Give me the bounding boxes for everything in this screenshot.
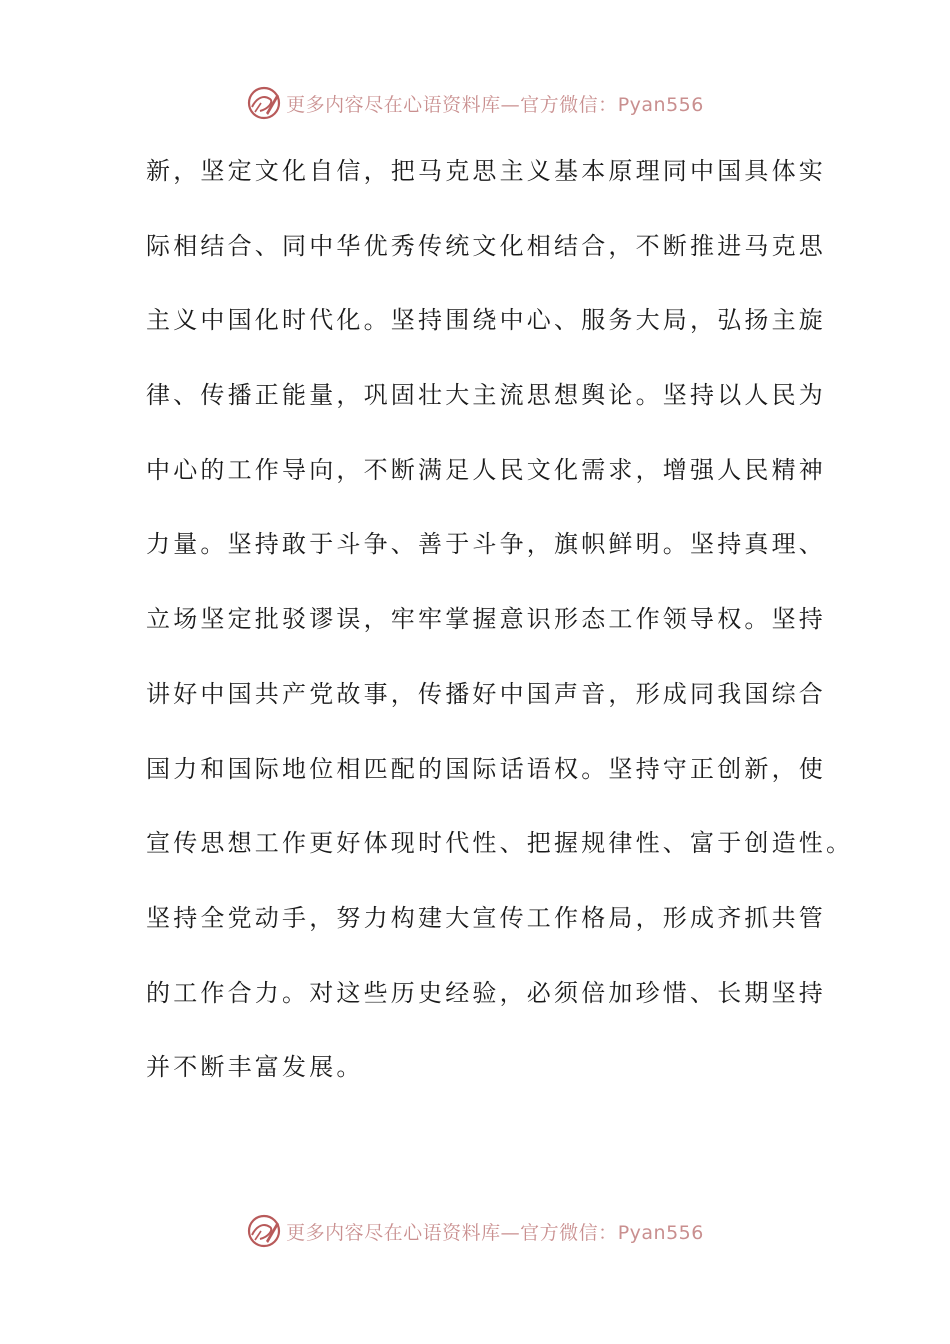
footer-site-name: 更多内容尽在心语资料库 [286, 1221, 501, 1244]
text-line: 中心的工作导向，不断满足人民文化需求，增强人民精神 [146, 455, 826, 484]
text-line: 讲好中国共产党故事，传播好中国声音，形成同我国综合 [146, 679, 826, 708]
signature-pen-logo-icon [246, 85, 282, 121]
footer-banner-text [286, 1218, 704, 1245]
text-line: 际相结合、同中华优秀传统文化相结合，不断推进马克思 [146, 231, 826, 260]
header-site-name: 更多内容尽在心语资料库 [286, 93, 501, 116]
text-line: 主义中国化时代化。坚持围绕中心、服务大局，弘扬主旋 [146, 306, 826, 335]
document-body [146, 148, 854, 1119]
footer-banner [0, 1211, 950, 1251]
text-line: 新，坚定文化自信，把马克思主义基本原理同中国具体实 [146, 157, 826, 185]
text-line: 坚持全党动手，努力构建大宣传工作格局，形成齐抓共管 [146, 903, 826, 932]
header-wechat-id: Pyan556 [617, 93, 704, 116]
text-line: 宣传思想工作更好体现时代性、把握规律性、富于创造性。 [146, 829, 854, 858]
footer-wechat-label: 官方微信： [520, 1221, 618, 1244]
footer-wechat-id: Pyan556 [617, 1221, 704, 1244]
text-line: 并不断丰富发展。 [146, 1053, 364, 1082]
text-line: 力量。坚持敢于斗争、善于斗争，旗帜鲜明。坚持真理、 [146, 530, 826, 559]
header-banner-text [286, 90, 704, 117]
header-dash: — [500, 93, 521, 116]
footer-dash: — [500, 1221, 521, 1244]
text-line: 国力和国际地位相匹配的国际话语权。坚持守正创新，使 [146, 754, 826, 783]
header-banner [0, 83, 950, 123]
text-line: 律、传播正能量，巩固壮大主流思想舆论。坚持以人民为 [146, 381, 826, 410]
signature-pen-logo-icon [246, 1213, 282, 1249]
text-line: 的工作合力。对这些历史经验，必须倍加珍惜、长期坚持 [146, 978, 826, 1007]
header-wechat-label: 官方微信： [520, 93, 618, 116]
text-line: 立场坚定批驳谬误，牢牢掌握意识形态工作领导权。坚持 [146, 605, 826, 634]
